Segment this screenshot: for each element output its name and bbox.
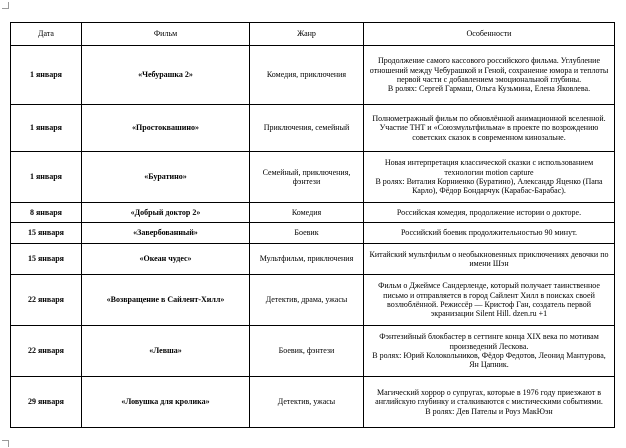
features-text: Новая интерпретация классической сказки с использованием технологии motion capture (384, 158, 594, 177)
row-features (364, 152, 615, 203)
row-date: 22 января (11, 275, 82, 326)
row-genre: Комедия, приключения (250, 46, 364, 105)
header-row (11, 23, 615, 46)
features-cast: В ролях: Юрий Колокольников, Фёдор Федотов, Леонид Мантурова, Ян Цапник. (372, 351, 606, 370)
row-genre: Детектив, драма, ужасы (250, 275, 364, 326)
row-genre: Боевик, фэнтези (250, 326, 364, 377)
row-date: 1 января (11, 105, 82, 152)
features-text: Российская комедия, продолжение истории о докторе. (396, 207, 582, 217)
table-row (11, 203, 615, 223)
header-date: Дата (11, 23, 82, 46)
row-film: «Левша» (82, 326, 250, 377)
row-genre: Детектив, ужасы (250, 377, 364, 428)
row-film: «Возвращение в Сайлент-Хилл» (82, 275, 250, 326)
row-features (364, 223, 615, 244)
features-cast: В ролях: Дев Пателы и Роуз МакЮэн (425, 406, 553, 416)
row-genre: Боевик (250, 223, 364, 244)
table-row (11, 152, 615, 203)
features-text: Магический хоррор о супругах, которые в 1976 году приезжают в английскую глубинку и сталкиваются с мистическими событиями. (375, 387, 603, 407)
row-date: 15 января (11, 223, 82, 244)
row-genre: Мультфильм, приключения (250, 244, 364, 275)
row-features (364, 275, 615, 326)
row-genre: Приключения, семейный (250, 105, 364, 152)
features-text: Китайский мультфильм о необыкновенных приключениях девочки по имени Шэн (369, 249, 609, 268)
table-row (11, 46, 615, 105)
features-text: Российский боевик продолжительностью 90 минут. (401, 228, 577, 238)
header-genre: Жанр (250, 23, 364, 46)
row-film: «Океан чудес» (82, 244, 250, 275)
row-features (364, 46, 615, 105)
row-features (364, 203, 615, 223)
row-film: «Ловушка для кролика» (82, 377, 250, 428)
table-row (11, 275, 615, 326)
row-date: 1 января (11, 152, 82, 203)
table-row (11, 223, 615, 244)
row-features (364, 377, 615, 428)
row-film: «Простоквашино» (82, 105, 250, 152)
features-text: Фэнтезийный блокбастер в сеттинге конца XIX века по мотивам произведений Лескова. (379, 332, 599, 351)
row-features (364, 326, 615, 377)
row-date: 15 января (11, 244, 82, 275)
features-text: Полнометражный фильм по обновлённой анимационной вселенной. Участие ТНТ и «Союзмультфильма» в проекте по возрождению советских сказок в современном кинозальне. (372, 113, 606, 142)
row-date: 8 января (11, 203, 82, 223)
header-features: Особенности (364, 23, 615, 46)
page-corner-mark-bottom (2, 440, 9, 447)
row-film: «Буратино» (82, 152, 250, 203)
row-film: «Завербованный» (82, 223, 250, 244)
row-genre: Семейный, приключения, фэнтези (250, 152, 364, 203)
table-row (11, 326, 615, 377)
features-cast: В ролях: Виталия Корниенко (Буратино), Александр Яценко (Папа Карло), Фёдор Бондарчук (Карабас-Барабас). (375, 177, 603, 196)
features-cast: В ролях: Сергей Гармаш, Ольга Кузьмина, Елена Яковлева. (387, 84, 591, 94)
features-text: Продолжение самого кассового российского фильма. Углубление отношений между Чебурашкой и Геной, сохранение юмора и теплоты первой части с добавлением эмоциональной глубины. (369, 56, 609, 84)
features-text: Фильм о Джеймсе Сандерленде, который получает таинственное письмо и отправляется в город Сайлент Хилл в поисках своей возлюблённой. Режиссёр — Кристоф Ган, создатель первой экранизации Silent Hill. dzen.ru +1 (378, 281, 600, 319)
page-corner-mark-top (2, 2, 9, 9)
row-date: 22 января (11, 326, 82, 377)
row-features (364, 244, 615, 275)
table-row (11, 105, 615, 152)
header-film: Фильм (82, 23, 250, 46)
row-genre: Комедия (250, 203, 364, 223)
row-film: «Добрый доктор 2» (82, 203, 250, 223)
row-film: «Чебурашка 2» (82, 46, 250, 105)
row-date: 1 января (11, 46, 82, 105)
table-row (11, 244, 615, 275)
row-date: 29 января (11, 377, 82, 428)
table-row (11, 377, 615, 428)
row-features (364, 105, 615, 152)
film-schedule-table (10, 22, 615, 428)
